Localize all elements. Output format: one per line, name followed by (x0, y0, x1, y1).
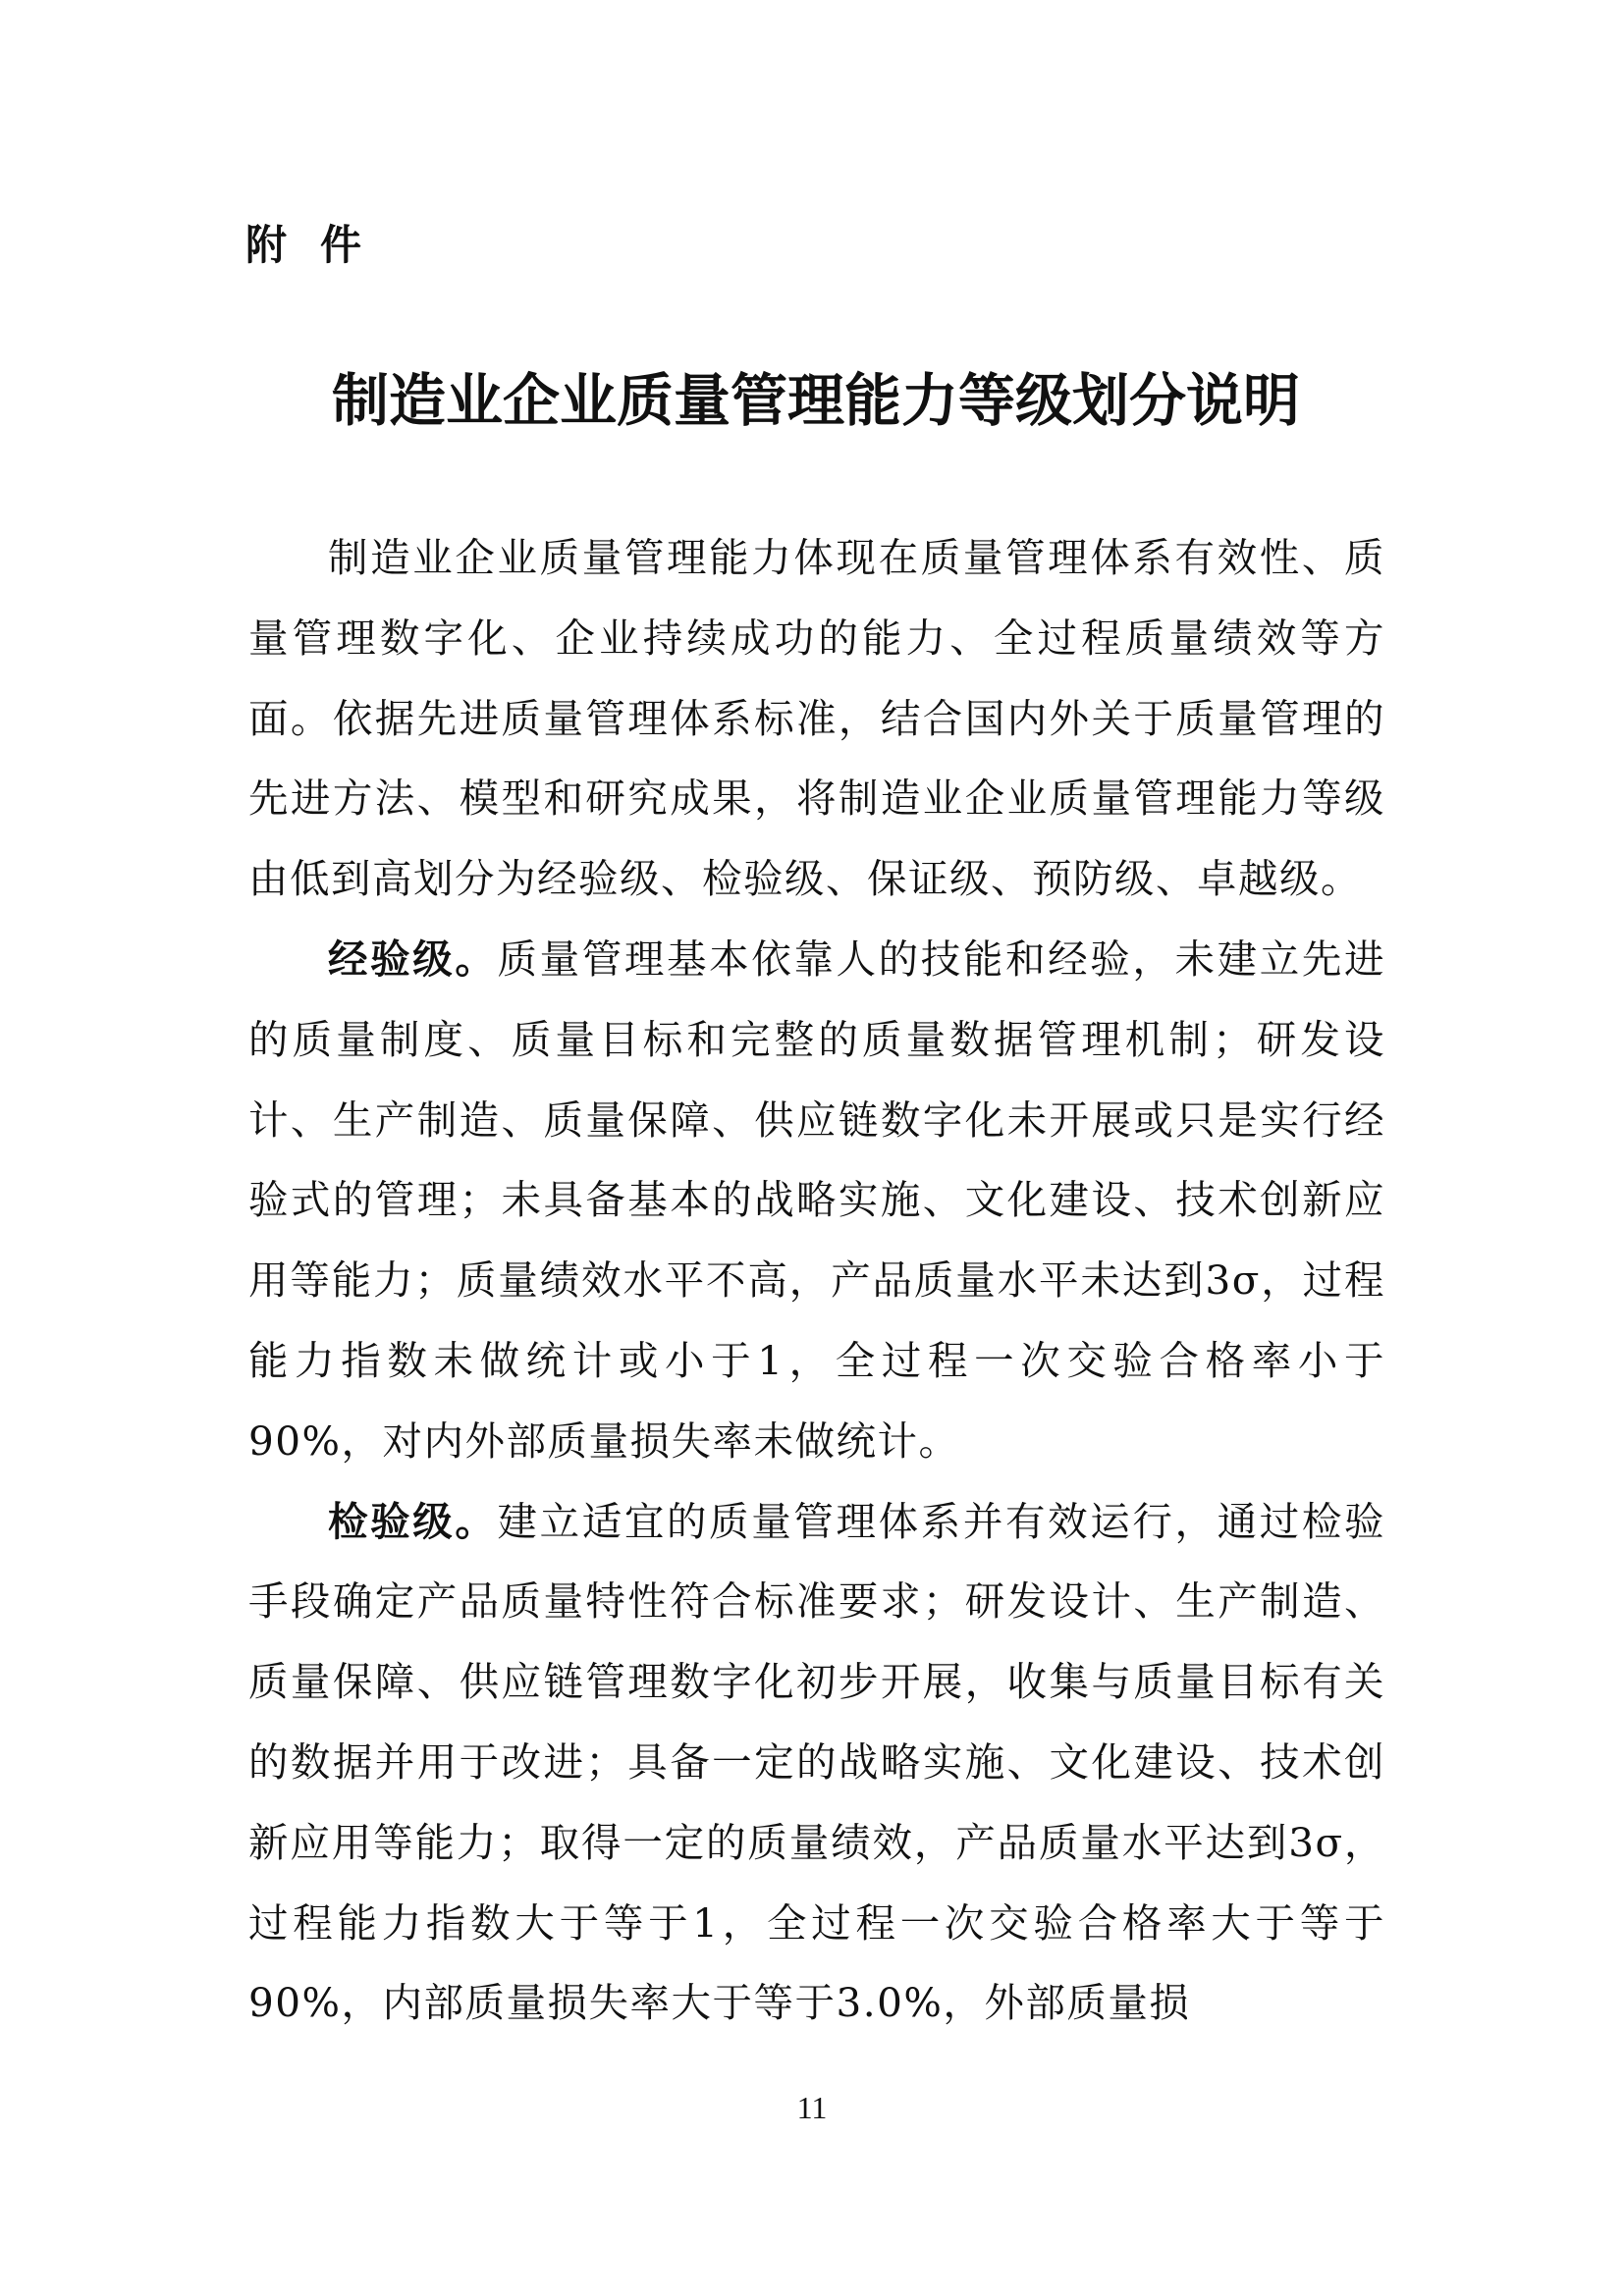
body-text (248, 518, 1385, 2044)
paragraph-inspection-level (248, 1482, 1385, 2045)
paragraph-text: 建立适宜的质量管理体系并有效运行，通过检验手段确定产品质量特性符合标准要求；研发设计、生产制造、质量保障、供应链管理数字化初步开展，收集与质量目标有关的数据并用于改进；具备一定的战略实施、文化建设、技术创新应用等能力；取得一定的质量绩效，产品质量水平达到3σ，过程能力指数大于等于1，全过程一次交验合格率大于等于90%，内部质量损失率大于等于3.0%，外部质量损 (248, 1497, 1385, 2027)
page-number: 11 (796, 2090, 828, 2125)
attachment-label: 附件 (245, 221, 396, 269)
paragraph-lead: 经验级。 (328, 934, 498, 983)
paragraph-lead: 检验级。 (328, 1497, 498, 1545)
paragraph-intro (248, 518, 1385, 920)
paragraph-text: 制造业企业质量管理能力体现在质量管理体系有效性、质量管理数字化、企业持续成功的能力、全过程质量绩效等方面。依据先进质量管理体系标准，结合国内外关于质量管理的先进方法、模型和研究成果，将制造业企业质量管理能力等级由低到高划分为经验级、检验级、保证级、预防级、卓越级。 (248, 534, 1385, 903)
paragraph-text: 质量管理基本依靠人的技能和经验，未建立先进的质量制度、质量目标和完整的质量数据管理机制；研发设计、生产制造、质量保障、供应链数字化未开展或只是实行经验式的管理；未具备基本的战略实施、文化建设、技术创新应用等能力；质量绩效水平不高，产品质量水平未达到3σ，过程能力指数未做统计或小于1，全过程一次交验合格率小于90%，对内外部质量损失率未做统计。 (248, 934, 1385, 1465)
paragraph-experience-level (248, 920, 1385, 1482)
document-title: 制造业企业质量管理能力等级划分说明 (331, 367, 1300, 434)
